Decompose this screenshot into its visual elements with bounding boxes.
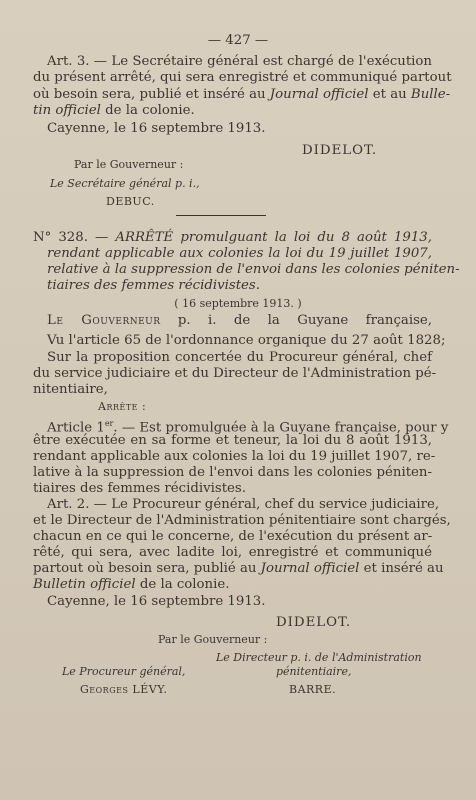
article1-line-2: être exécutée en sa forme et teneur, la loi du 8 août 1913, [33, 433, 432, 448]
vu-line: Vu l'article 65 de l'ordonnance organique du 27 août 1828; [47, 333, 446, 348]
par-gouverneur-1: Par le Gouverneur : [74, 158, 184, 171]
et-au-text: et au [368, 87, 411, 102]
article2-line-6 [33, 577, 229, 593]
insere-text: et inséré au [359, 561, 444, 576]
colony-text: de la colonie. [100, 103, 195, 118]
art3-line-4 [33, 103, 195, 119]
secretaire-name: DEBUC. [106, 195, 155, 208]
art3-line-1: Art. 3. — Le Secrétaire général est chargé de l'exécution [47, 54, 432, 69]
governor-rest: p. i. de la Guyane française, [160, 313, 432, 328]
arrete-date: ( 16 septembre 1913. ) [174, 297, 302, 310]
article1-line-5: tiaires des femmes récidivistes. [33, 481, 246, 496]
place-date-1: Cayenne, le 16 septembre 1913. [47, 121, 266, 136]
page-number: — 427 — [207, 33, 269, 48]
bulletin-ref-part: Bulle- [410, 87, 451, 102]
art3-line-2: du présent arrêté, qui sera enregistré et communiqué partout [33, 70, 452, 85]
secretaire-title: Le Secrétaire général p. i., [50, 177, 200, 190]
article2-line-5 [33, 561, 444, 577]
sur-line-1: Sur la proposition concertée du Procureur général, chef [47, 350, 432, 365]
procureur-name: Georges LÉVY. [80, 683, 168, 696]
signatory-1: DIDELOT. [302, 143, 378, 158]
place-date-2: Cayenne, le 16 septembre 1913. [47, 594, 266, 609]
directeur-title-2: pénitentiaire, [276, 665, 352, 678]
arrete-dash: — [87, 230, 116, 245]
directeur-name: BARRE. [289, 683, 337, 696]
section-divider [176, 215, 266, 216]
bulletin-officiel-ref: Bulletin officiel [33, 577, 136, 592]
arrete-title-line-1 [33, 230, 432, 246]
arrete-number: N° 328. [33, 230, 88, 245]
bulletin-ref-end: tin officiel [33, 103, 101, 118]
sur-line-2: du service judiciaire et du Directeur de l'Administration pé- [33, 366, 437, 381]
article2-line-4: rêté, qui sera, avec ladite loi, enregistré et communiqué [33, 545, 432, 560]
arrete-title-line-4: tiaires des femmes récidivistes. [47, 278, 260, 293]
directeur-title-1: Le Directeur p. i. de l'Administration [216, 651, 422, 664]
article2-line-3: chacun en ce qui le concerne, de l'exécution du présent ar- [33, 529, 433, 544]
article2-line-2: et le Directeur de l'Administration pénitentiaire sont chargés, [33, 513, 451, 528]
article1-lead: Article 1 [47, 420, 105, 436]
sur-line-3: nitentiaire, [33, 382, 108, 397]
article1-sup: er [104, 419, 114, 428]
governor-line [47, 313, 432, 329]
arrete-title-1: ARRÊTÉ promulguant la loi du 8 août 1913, [115, 230, 432, 245]
journal-officiel-ref: Journal officiel [269, 87, 369, 102]
article2-line-1: Art. 2. — Le Procureur général, chef du service judiciaire, [47, 497, 440, 512]
article2-end: de la colonie. [135, 577, 230, 592]
article1-first: . — Est promulguée à la Guyane française, pour y [113, 420, 449, 436]
par-gouverneur-2: Par le Gouverneur : [158, 633, 268, 646]
arrete-title-line-2: rendant applicable aux colonies la loi du 19 juillet 1907, [47, 246, 432, 261]
arrete-word: Arrête : [98, 400, 147, 413]
article1-line-4: lative à la suppression de l'envoi dans les colonies péniten- [33, 465, 432, 480]
article2-text: partout où besoin sera, publié au [33, 561, 261, 576]
journal-officiel-ref-2: Journal officiel [260, 561, 360, 576]
art3-text: où besoin sera, publié et inséré au [33, 87, 270, 102]
art3-line-3 [33, 87, 451, 103]
le-gouverneur: Le Gouverneur [47, 313, 161, 328]
arrete-title-line-3: relative à la suppression de l'envoi dans les colonies péniten- [47, 262, 460, 277]
article1-line-3: rendant applicable aux colonies la loi du 19 juillet 1907, re- [33, 449, 436, 464]
procureur-title: Le Procureur général, [62, 665, 186, 678]
signatory-2: DIDELOT. [276, 615, 352, 630]
